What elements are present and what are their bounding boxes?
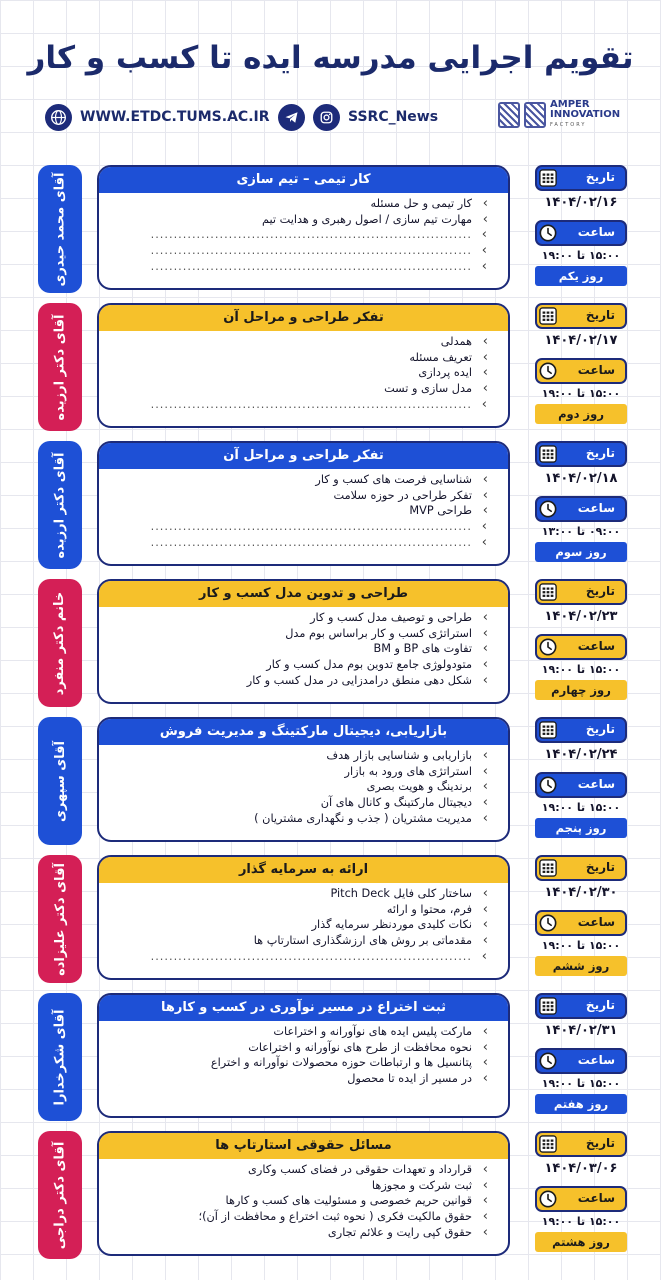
social-contact[interactable]: [278, 102, 438, 132]
calendar-icon: [539, 169, 557, 187]
topic-items: [99, 193, 508, 275]
topic-items: [99, 331, 508, 413]
date-pill: [535, 1131, 627, 1157]
topic-item: › برندینگ و هویت بصری: [107, 779, 488, 795]
calendar-icon: [539, 307, 557, 325]
topic-item: › طراحی و توصیف مدل کسب و کار: [107, 610, 488, 626]
session-block: [38, 165, 628, 293]
topic-item: › مدیریت مشتریان ( جذب و نگهداری مشتریان ): [107, 811, 488, 827]
topic-card: [97, 993, 510, 1118]
time-label: ساعت: [577, 915, 615, 929]
website-text[interactable]: WWW.ETDC.TUMS.AC.IR: [80, 109, 270, 125]
topic-card: [97, 441, 510, 566]
instructor-tab: [38, 855, 82, 983]
topic-title: تفکر طراحی و مراحل آن: [99, 305, 508, 331]
schedule-panel: [535, 579, 627, 707]
session-date: ۱۴۰۴/۰۲/۱۷: [544, 333, 618, 348]
session-block: [38, 303, 628, 431]
clock-icon: [539, 638, 557, 656]
topic-item: › کار تیمی و حل مسئله: [107, 196, 488, 212]
session-date: ۱۴۰۴/۰۲/۱۸: [544, 471, 618, 486]
instructor-name: آقای دکتر علیزاده: [52, 862, 68, 976]
session-day: روز چهارم: [535, 680, 627, 700]
page-title: تقویم اجرایی مدرسه ایده تا کسب و کار: [27, 40, 634, 76]
date-pill: [535, 303, 627, 329]
topic-item: › ساختار کلی فایل Pitch Deck: [107, 886, 488, 902]
time-pill: [535, 634, 627, 660]
calendar-icon: [539, 859, 557, 877]
topic-title: ارائه به سرمایه گذار: [99, 857, 508, 883]
instagram-icon: [313, 104, 340, 131]
session-day: روز ششم: [535, 956, 627, 976]
logo-mark-icon: [498, 102, 520, 128]
topic-items: [99, 745, 508, 827]
topic-item: › مقدماتی بر روش های ارزشگذاری استارتاپ ها: [107, 933, 488, 949]
session-block: [38, 1131, 628, 1259]
time-pill: [535, 358, 627, 384]
time-label: ساعت: [577, 225, 615, 239]
topic-item: › نحوه محافظت از طرح های نوآورانه و اختراعات: [107, 1040, 488, 1056]
date-label: تاریخ: [585, 170, 615, 184]
schedule-panel: [535, 993, 627, 1121]
topic-item: › تفکر طراحی در حوزه سلامت: [107, 488, 488, 504]
instructor-tab: [38, 441, 82, 569]
session-time: ۱۵:۰۰ تا ۱۹:۰۰: [541, 1215, 621, 1228]
blank-topic-item: › ......................................................................: [107, 227, 488, 243]
topic-item: › ایده پردازی: [107, 365, 488, 381]
topic-item: › طراحی MVP: [107, 503, 488, 519]
clock-icon: [539, 914, 557, 932]
calendar-icon: [539, 997, 557, 1015]
topic-title: مسائل حقوقی استارتاپ ها: [99, 1133, 508, 1159]
clock-icon: [539, 1190, 557, 1208]
topic-card: [97, 303, 510, 428]
instructor-tab: [38, 717, 82, 845]
topic-title: بازاریابی، دیجیتال مارکتینگ و مدیریت فروش: [99, 719, 508, 745]
time-label: ساعت: [577, 363, 615, 377]
clock-icon: [539, 776, 557, 794]
blank-topic-item: › ......................................................................: [107, 535, 488, 551]
logo-line2: INNOVATION: [550, 109, 621, 120]
session-block: [38, 855, 628, 983]
topic-items: [99, 883, 508, 965]
session-day: روز هفتم: [535, 1094, 627, 1114]
session-day: روز پنجم: [535, 818, 627, 838]
topic-item: › استراتژی های ورود به بازار: [107, 764, 488, 780]
session-date: ۱۴۰۴/۰۲/۳۰: [544, 885, 618, 900]
topic-item: › حقوق مالکیت فکری ( نحوه ثبت اختراع و محافظت از آن)؛: [107, 1209, 488, 1225]
session-date: ۱۴۰۴/۰۳/۰۶: [544, 1161, 618, 1176]
time-label: ساعت: [577, 777, 615, 791]
instructor-tab: [38, 303, 82, 431]
clock-icon: [539, 362, 557, 380]
topic-item: › پتانسیل ها و ارتباطات حوزه محصولات نوآورانه و اختراع: [107, 1055, 488, 1071]
calendar-icon: [539, 1135, 557, 1153]
date-label: تاریخ: [585, 446, 615, 460]
instructor-tab: [38, 165, 82, 293]
date-pill: [535, 441, 627, 467]
topic-card: [97, 717, 510, 842]
calendar-icon: [539, 583, 557, 601]
topic-card: [97, 579, 510, 704]
date-pill: [535, 993, 627, 1019]
blank-topic-item: › ......................................................................: [107, 259, 488, 275]
calendar-icon: [539, 445, 557, 463]
instructor-name: آقای دکتر دراجی: [52, 1141, 68, 1249]
blank-topic-item: › ......................................................................: [107, 519, 488, 535]
session-block: [38, 441, 628, 569]
topic-items: [99, 469, 508, 551]
topic-item: › متودولوژی جامع تدوین بوم مدل کسب و کار: [107, 657, 488, 673]
instructor-name: آقای سپهری: [52, 740, 68, 822]
telegram-icon: [278, 104, 305, 131]
schedule-panel: [535, 165, 627, 293]
topic-item: › قوانین حریم خصوصی و مسئولیت های کسب و کارها: [107, 1193, 488, 1209]
session-day: روز هشتم: [535, 1232, 627, 1252]
time-label: ساعت: [577, 1191, 615, 1205]
logo-line3: FACTORY: [550, 122, 587, 128]
time-label: ساعت: [577, 501, 615, 515]
schedule-panel: [535, 1131, 627, 1259]
topic-card: [97, 855, 510, 980]
instructor-name: خانم دکتر منفرد: [52, 591, 68, 695]
topic-item: › حقوق کپی رایت و علائم تجاری: [107, 1225, 488, 1241]
topic-item: › مدل سازی و تست: [107, 381, 488, 397]
clock-icon: [539, 500, 557, 518]
topic-item: › مهارت تیم سازی / اصول رهبری و هدایت تیم: [107, 212, 488, 228]
session-time: ۰۹:۰۰ تا ۱۳:۰۰: [541, 525, 621, 538]
date-pill: [535, 717, 627, 743]
instructor-name: آقای محمد حیدری: [52, 171, 68, 287]
date-pill: [535, 579, 627, 605]
topic-title: تفکر طراحی و مراحل آن: [99, 443, 508, 469]
topic-item: › استراتژی کسب و کار براساس بوم مدل: [107, 626, 488, 642]
time-pill: [535, 1186, 627, 1212]
date-label: تاریخ: [585, 584, 615, 598]
session-day: روز دوم: [535, 404, 627, 424]
topic-item: › تفاوت های BP و BM: [107, 641, 488, 657]
topic-item: › ثبت شرکت و مجوزها: [107, 1178, 488, 1194]
time-label: ساعت: [577, 1053, 615, 1067]
globe-icon: [45, 104, 72, 131]
date-label: تاریخ: [585, 308, 615, 322]
time-pill: [535, 772, 627, 798]
session-time: ۱۵:۰۰ تا ۱۹:۰۰: [541, 249, 621, 262]
time-pill: [535, 910, 627, 936]
topic-card: [97, 1131, 510, 1256]
topic-items: [99, 1159, 508, 1241]
date-pill: [535, 165, 627, 191]
website-contact[interactable]: [45, 102, 270, 132]
topic-item: › در مسیر از ایده تا محصول: [107, 1071, 488, 1087]
social-handle[interactable]: SSRC_News: [348, 109, 439, 125]
topic-item: › همدلی: [107, 334, 488, 350]
topic-item: › نکات کلیدی موردنظر سرمایه گذار: [107, 917, 488, 933]
session-time: ۱۵:۰۰ تا ۱۹:۰۰: [541, 801, 621, 814]
topic-title: ثبت اختراع در مسیر نوآوری در کسب و کارها: [99, 995, 508, 1021]
session-day: روز سوم: [535, 542, 627, 562]
instructor-tab: [38, 993, 82, 1121]
schedule-panel: [535, 441, 627, 569]
instructor-tab: [38, 1131, 82, 1259]
topic-item: › فرم، محتوا و ارائه: [107, 902, 488, 918]
calendar-icon: [539, 721, 557, 739]
clock-icon: [539, 224, 557, 242]
session-date: ۱۴۰۴/۰۲/۱۶: [544, 195, 618, 210]
session-date: ۱۴۰۴/۰۲/۳۱: [544, 1023, 618, 1038]
session-time: ۱۵:۰۰ تا ۱۹:۰۰: [541, 1077, 621, 1090]
topic-item: › تعریف مسئله: [107, 350, 488, 366]
session-time: ۱۵:۰۰ تا ۱۹:۰۰: [541, 387, 621, 400]
topic-items: [99, 1021, 508, 1087]
topic-item: › دیجیتال مارکتینگ و کانال های آن: [107, 795, 488, 811]
logo-line1: AMPER: [550, 99, 590, 110]
date-label: تاریخ: [585, 1136, 615, 1150]
instructor-name: آقای دکتر ارزیده: [52, 314, 68, 420]
instructor-name: آقای دکتر ارزیده: [52, 452, 68, 558]
schedule-panel: [535, 717, 627, 845]
topic-item: › بازاریابی و شناسایی بازار هدف: [107, 748, 488, 764]
topic-item: › مارکت پلیس ایده های نوآورانه و اختراعات: [107, 1024, 488, 1040]
blank-topic-item: › ......................................................................: [107, 243, 488, 259]
session-time: ۱۵:۰۰ تا ۱۹:۰۰: [541, 939, 621, 952]
topic-item: › شناسایی فرصت های کسب و کار: [107, 472, 488, 488]
session-date: ۱۴۰۴/۰۲/۲۳: [544, 609, 618, 624]
session-date: ۱۴۰۴/۰۲/۲۴: [544, 747, 618, 762]
instructor-tab: [38, 579, 82, 707]
topic-title: طراحی و تدوین مدل کسب و کار: [99, 581, 508, 607]
topic-item: › شکل دهی منطق درامدزایی در مدل کسب و کار: [107, 673, 488, 689]
session-block: [38, 993, 628, 1121]
topic-items: [99, 607, 508, 689]
date-pill: [535, 855, 627, 881]
topic-card: [97, 165, 510, 290]
time-pill: [535, 1048, 627, 1074]
session-block: [38, 579, 628, 707]
topic-title: کار تیمی – تیم سازی: [99, 167, 508, 193]
topic-item: › قرارداد و تعهدات حقوقی در فضای کسب وکاری: [107, 1162, 488, 1178]
blank-topic-item: › ......................................................................: [107, 397, 488, 413]
time-pill: [535, 496, 627, 522]
blank-topic-item: › ......................................................................: [107, 949, 488, 965]
schedule-panel: [535, 303, 627, 431]
session-block: [38, 717, 628, 845]
date-label: تاریخ: [585, 722, 615, 736]
amper-logo: [498, 100, 626, 130]
time-label: ساعت: [577, 639, 615, 653]
logo-mark-icon: [524, 102, 546, 128]
session-time: ۱۵:۰۰ تا ۱۹:۰۰: [541, 663, 621, 676]
session-day: روز یکم: [535, 266, 627, 286]
time-pill: [535, 220, 627, 246]
date-label: تاریخ: [585, 860, 615, 874]
instructor-name: آقای شکرخدارا: [52, 1009, 68, 1105]
clock-icon: [539, 1052, 557, 1070]
date-label: تاریخ: [585, 998, 615, 1012]
schedule-panel: [535, 855, 627, 983]
